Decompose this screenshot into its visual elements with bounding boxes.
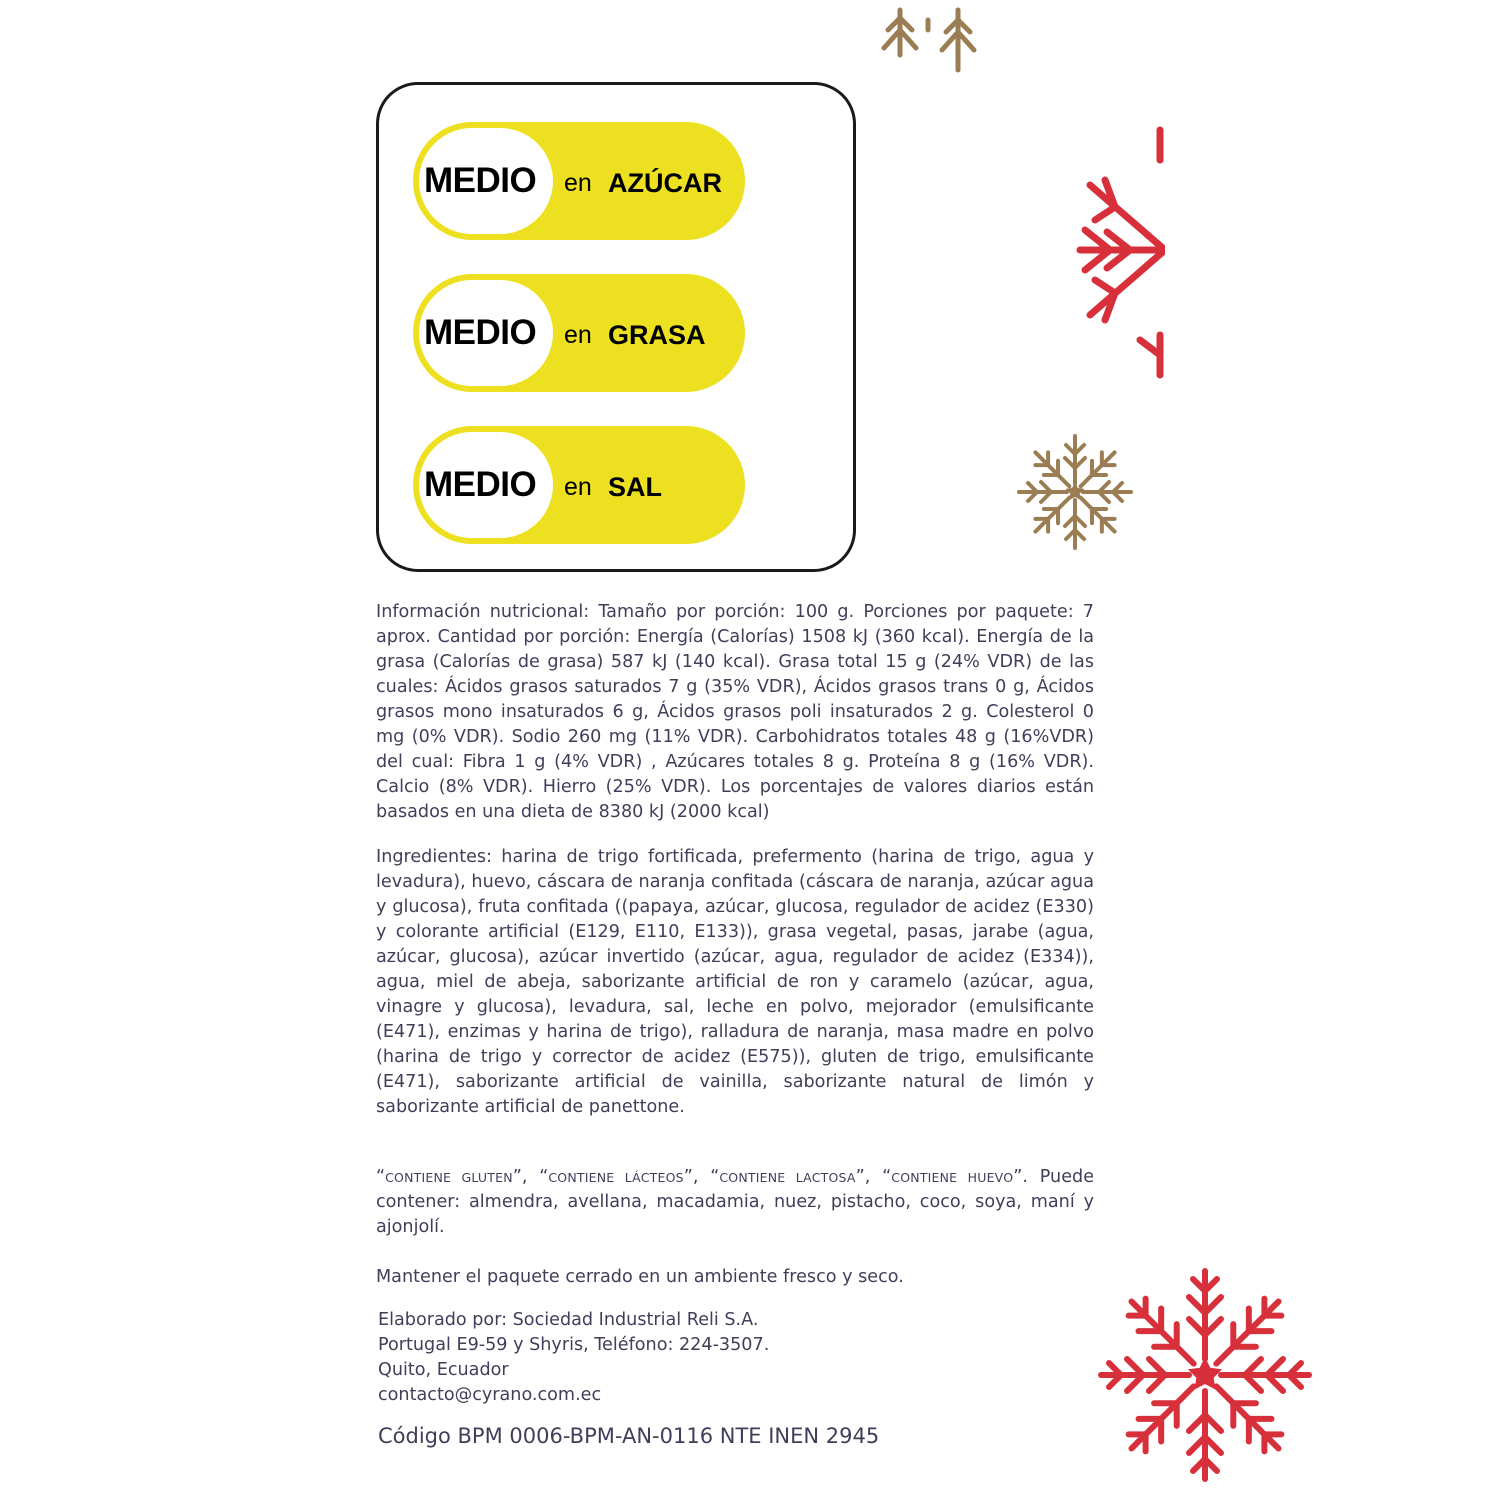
allergen-gluten: CONTIENE GLUTEN bbox=[385, 1170, 513, 1185]
nutrition-information: Información nutricional: Tamaño por porción: 100 g. Porciones por paquete: 7 aprox. Cantidad por porción: Energía (Calorías) 1508 kJ (360 kcal). Energía de la grasa (Calorías de grasa) 587 kJ (140 kcal). Grasa total 15 g (24% VDR) de las cuales: Ácidos grasos saturados 7 g (35% VDR), Ácidos grasos trans 0 g, Ácidos grasos mono insaturados 6 g, Ácidos grasos poli insaturados 2 g. Colesterol 0 mg (0% VDR). Sodio 260 mg (11% VDR). Carbohidratos totales 48 g (16%VDR) del cual: Fibra 1 g (4% VDR) , Azúcares totales 8 g. Proteína 8 g (16% VDR). Calcio (8% VDR). Hierro (25% VDR). Los porcentajes de valores diarios están basados en una dieta de 8380 kJ (2000 kcal) bbox=[376, 602, 1094, 822]
warning-level: MEDIO bbox=[424, 161, 537, 200]
fat-warning-label bbox=[413, 274, 745, 392]
allergen-dairy: CONTIENE LÁCTEOS bbox=[548, 1170, 684, 1185]
sugar-warning-label bbox=[413, 122, 745, 240]
allergen-lactose: CONTIENE LACTOSA bbox=[719, 1170, 856, 1185]
snowflake-icon bbox=[1015, 432, 1135, 552]
manufacturer-info bbox=[378, 1308, 1096, 1408]
nutrition-warning-box bbox=[376, 82, 856, 572]
manufacturer-address: Portugal E9-59 y Shyris, Teléfono: 224-3507. bbox=[378, 1335, 770, 1355]
allergen-egg: CONTIENE HUEVO bbox=[891, 1170, 1014, 1185]
warning-level: MEDIO bbox=[424, 313, 537, 352]
warning-nutrient: SAL bbox=[608, 472, 662, 502]
ingredients-list: Ingredientes: harina de trigo fortificada, prefermento (harina de trigo, agua y levadura), huevo, cáscara de naranja confitada (cáscara de naranja, azúcar agua y glucosa), fruta confitada ((papaya, azúcar, glucosa, regulador de acidez (E330) y colorante artificial (E129, E110, E133)), grasa vegetal, pasas, jarabe (agua, azúcar, glucosa), azúcar invertido (azúcar, agua, regulador de acidez (E334)), agua, miel de abeja, saborizante artificial de ron y caramelo (azúcar, agua, vinagre y glucosa), levadura, sal, leche en polvo, mejorador (emulsificante (E471), enzimas y harina de trigo), ralladura de naranja, masa madre en polvo (harina de trigo y corrector de acidez (E575)), gluten de trigo, emulsificante (E471), saborizante artificial de vainilla, saborizante natural de limón y saborizante artificial de panettone. bbox=[376, 847, 1094, 1117]
warning-connector: en bbox=[564, 473, 592, 501]
storage-instructions: Mantener el paquete cerrado en un ambiente fresco y seco. bbox=[376, 1267, 904, 1287]
warning-connector: en bbox=[564, 169, 592, 197]
warning-connector: en bbox=[564, 321, 592, 349]
allergen-statement: “CONTIENE GLUTEN”, “CONTIENE LÁCTEOS”, “CONTIENE LACTOSA”, “CONTIENE HUEVO”. Puede contener: almendra, avellana, macadamia, nuez, pistacho, coco, soya, maní y ajonjolí. bbox=[376, 1167, 1095, 1237]
snowflake-icon bbox=[1095, 1265, 1315, 1485]
salt-warning-label bbox=[413, 426, 745, 544]
snowflake-icon bbox=[1065, 120, 1165, 380]
snowflake-icon bbox=[870, 0, 990, 80]
warning-nutrient: GRASA bbox=[608, 320, 706, 350]
manufacturer-city: Quito, Ecuador bbox=[378, 1360, 509, 1380]
contact-email: contacto@cyrano.com.ec bbox=[378, 1385, 602, 1405]
may-contain-text: Puede contener: almendra, avellana, macadamia, nuez, pistacho, coco, soya, maní y ajonjolí. bbox=[376, 1167, 1095, 1237]
warning-level: MEDIO bbox=[424, 465, 537, 504]
bpm-code: Código BPM 0006-BPM-AN-0116 NTE INEN 2945 bbox=[378, 1424, 880, 1448]
warning-nutrient: AZÚCAR bbox=[608, 168, 722, 198]
manufacturer-name: Elaborado por: Sociedad Industrial Reli S.A. bbox=[378, 1310, 759, 1330]
